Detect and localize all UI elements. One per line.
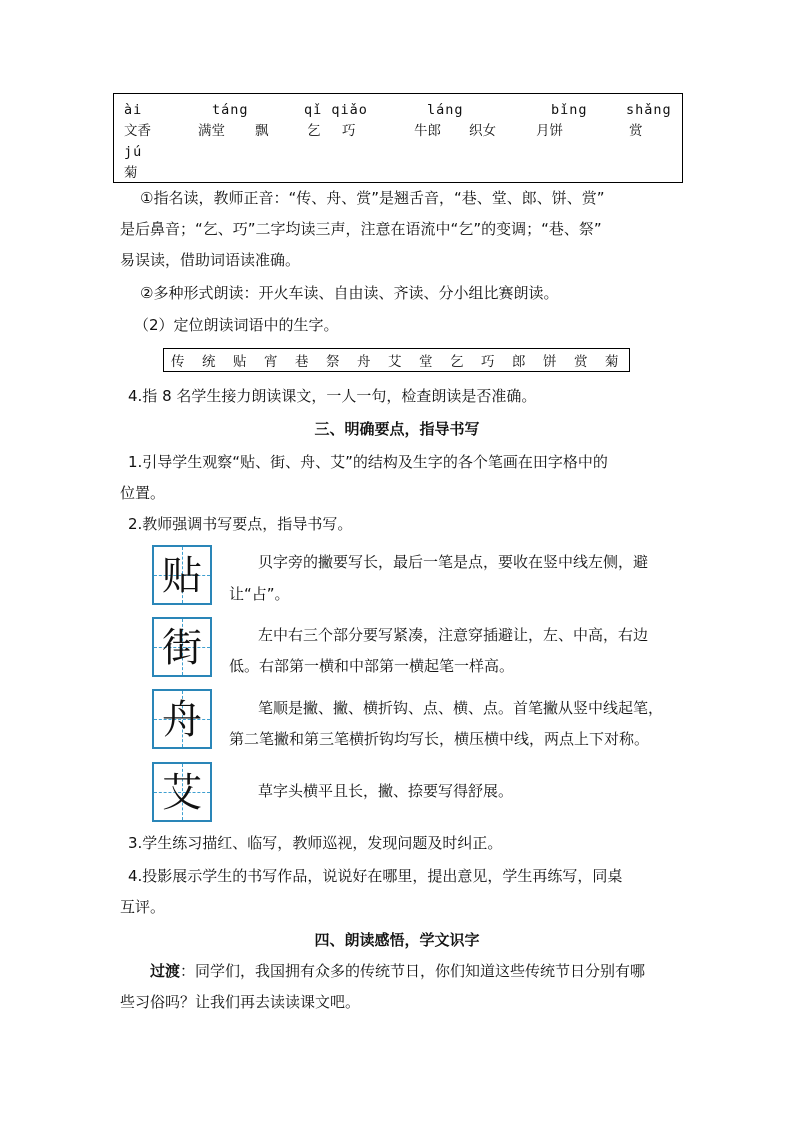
- character: 统: [202, 354, 216, 370]
- transition-label: 过渡: [150, 962, 181, 980]
- hanzi-word: 飘: [255, 123, 269, 139]
- tip-line: 第二笔撇和第三笔横折钩均写长，横压横中线，两点上下对称。: [229, 730, 650, 748]
- character: 宵: [264, 354, 278, 370]
- hanzi-word: 织女: [469, 123, 496, 139]
- hanzi-word: 月饼: [536, 123, 563, 139]
- tip-line: 贝字旁的撇要写长，最后一笔是点，要收在竖中线左侧，避: [258, 553, 649, 571]
- paragraph-line: 3.学生练习描红、临写，教师巡视，发现问题及时纠正。: [128, 834, 503, 852]
- paragraph-line: 些习俗吗？让我们再去读读课文吧。: [120, 993, 361, 1011]
- character: 乞: [450, 354, 464, 370]
- tip-line: 左中右三个部分要写紧凑，注意穿插避让，左、中高，右边: [258, 626, 649, 644]
- tianzige-grid: [152, 545, 212, 605]
- pinyin: láng: [427, 102, 464, 118]
- character: 饼: [543, 354, 557, 370]
- pinyin: qǐ qiǎo: [304, 102, 368, 118]
- grid-character: 贴: [162, 553, 202, 599]
- character: 赏: [574, 354, 588, 370]
- hanzi-word: 文香: [124, 123, 151, 139]
- tianzige-grid: [152, 617, 212, 677]
- section-heading: 三、明确要点，指导书写: [314, 420, 480, 438]
- hanzi-word: 巧: [342, 123, 356, 139]
- character: 舟: [357, 354, 371, 370]
- character: 祭: [326, 354, 340, 370]
- character: 菊: [605, 354, 619, 370]
- grid-character: 艾: [162, 770, 202, 816]
- paragraph-line: 易误读，借助词语读准确。: [120, 251, 301, 269]
- pinyin: shǎng: [626, 102, 672, 118]
- paragraph-line: [150, 961, 645, 981]
- paragraph-line: （2）定位朗读词语中的生字。: [134, 316, 339, 334]
- hanzi-word: 牛郎: [414, 123, 441, 139]
- tianzige-grid: [152, 762, 212, 822]
- character: 艾: [388, 354, 402, 370]
- character-strip: [163, 348, 630, 372]
- tianzige-grid: [152, 689, 212, 749]
- character: 堂: [419, 354, 433, 370]
- transition-text: ：同学们，我国拥有众多的传统节日，你们知道这些传统节日分别有哪: [180, 962, 646, 980]
- grid-character: 舟: [162, 697, 202, 743]
- paragraph-line: 2.教师强调书写要点，指导书写。: [128, 515, 353, 533]
- paragraph-line: ②多种形式朗读：开火车读、自由读、齐读、分小组比赛朗读。: [140, 284, 559, 302]
- paragraph-line: ①指名读，教师正音：“传、舟、赏”是翘舌音，“巷、堂、郎、饼、赏”: [140, 189, 605, 207]
- character: 传: [171, 354, 185, 370]
- tip-line: 低。右部第一横和中部第一横起笔一样高。: [229, 657, 515, 675]
- paragraph-line: 是后鼻音；“乞、巧”二字均读三声，注意在语流中“乞”的变调；“巷、祭”: [120, 220, 602, 238]
- paragraph-line: 位置。: [120, 484, 166, 502]
- tip-line: 草字头横平且长，撇、捺要写得舒展。: [258, 782, 514, 800]
- tip-line: 笔顺是撇、撇、横折钩、点、横、点。首笔撇从竖中线起笔，: [258, 699, 664, 717]
- paragraph-line: 1.引导学生观察“贴、街、舟、艾”的结构及生字的各个笔画在田字格中的: [128, 453, 608, 471]
- paragraph-line: 互评。: [120, 898, 166, 916]
- character: 巧: [481, 354, 495, 370]
- hanzi-word: 乞: [307, 123, 321, 139]
- pinyin-box: [113, 93, 683, 183]
- hanzi-word: 赏: [629, 123, 643, 139]
- character: 郎: [512, 354, 526, 370]
- character: 贴: [233, 354, 247, 370]
- hanzi-word: 满堂: [198, 123, 225, 139]
- grid-character: 街: [162, 625, 202, 671]
- pinyin: jú: [124, 144, 143, 160]
- paragraph-line: 4.投影展示学生的书写作品，说说好在哪里，提出意见，学生再练写，同桌: [128, 867, 623, 885]
- pinyin: bǐng: [551, 102, 588, 118]
- paragraph-line: 4.指 8 名学生接力朗读课文，一人一句，检查朗读是否准确。: [128, 387, 537, 405]
- pinyin: ài: [124, 102, 143, 118]
- character: 巷: [295, 354, 309, 370]
- pinyin: táng: [212, 102, 249, 118]
- hanzi-word: 菊: [124, 165, 138, 181]
- tip-line: 让“占”。: [229, 585, 290, 603]
- section-heading: 四、朗读感悟，学文识字: [314, 931, 480, 949]
